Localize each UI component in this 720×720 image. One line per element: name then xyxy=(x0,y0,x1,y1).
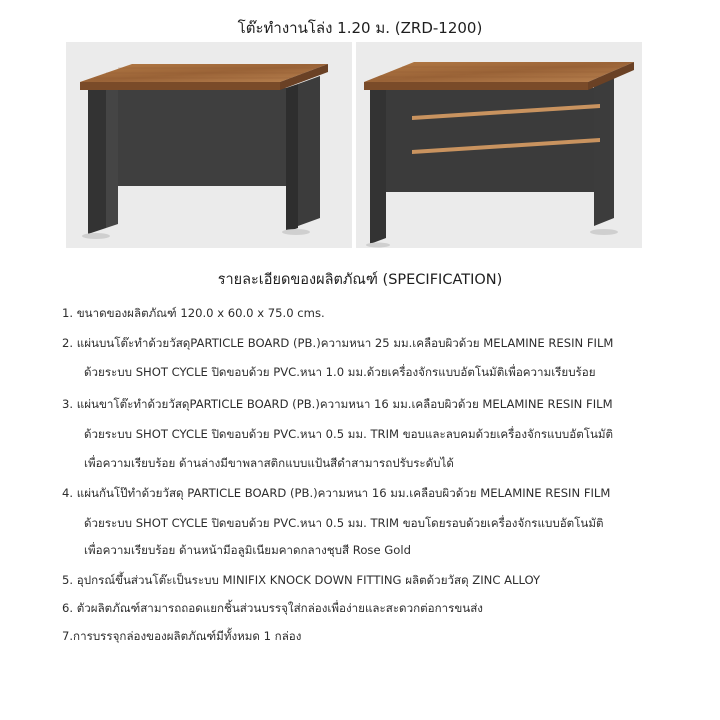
spec-item-1: 1. ขนาดของผลิตภัณฑ์ 120.0 x 60.0 x 75.0 cms. xyxy=(62,306,325,320)
spec-item-2-cont: ด้วยระบบ SHOT CYCLE ปิดขอบด้วย PVC.หนา 1.0 มม.ด้วยเครื่องจักรแบบอัตโนมัติเพื่อความเรียบร้อย xyxy=(84,365,596,379)
spec-item-5: 5. อุปกรณ์ขึ้นส่วนโต๊ะเป็นระบบ MINIFIX KNOCK DOWN FITTING ผลิตด้วยวัสดุ ZINC ALLOY xyxy=(62,573,541,587)
spec-item-3-cont2: เพื่อความเรียบร้อย ด้านล่างมีขาพลาสติกแบบแป้นสีดำสามารถปรับระดับได้ xyxy=(84,456,454,470)
spec-item-2: 2. แผ่นบนโต๊ะทำด้วยวัสดุPARTICLE BOARD (PB.)ความหนา 25 มม.เคลือบผิวด้วย MELAMINE RESIN FILM xyxy=(62,336,614,350)
desk-modesty-panel-image xyxy=(356,42,642,248)
spec-item-6: 6. ตัวผลิตภัณฑ์สามารถถอดแยกชิ้นส่วนบรรจุใส่กล่องเพื่อง่ายและสะดวกต่อการขนส่ง xyxy=(62,601,483,615)
spec-item-4-cont2: เพื่อความเรียบร้อย ด้านหน้ามีอลูมิเนียมคาดกลางชุบสี Rose Gold xyxy=(84,543,411,557)
desk-open-front-image xyxy=(66,42,352,248)
spec-item-3: 3. แผ่นขาโต๊ะทำด้วยวัสดุPARTICLE BOARD (PB.)ความหนา 16 มม.เคลือบผิวด้วย MELAMINE RESIN FILM xyxy=(62,397,613,411)
spec-item-3-cont: ด้วยระบบ SHOT CYCLE ปิดขอบด้วย PVC.หนา 0.5 มม. TRIM ขอบและลบคมด้วยเครื่องจักรแบบอัตโนมัติ xyxy=(84,427,614,441)
spec-item-4: 4. แผ่นกันโป๊ทำด้วยวัสดุ PARTICLE BOARD (PB.)ความหนา 16 มม.เคลือบผิวด้วย MELAMINE RESIN FILM xyxy=(62,486,611,500)
page-title: โต๊ะทำงานโล่ง 1.20 ม. (ZRD-1200) xyxy=(237,19,483,37)
desk-open-front-illustration xyxy=(66,42,352,248)
spec-item-7: 7.การบรรจุกล่องของผลิตภัณฑ์มีทั้งหมด 1 กล่อง xyxy=(62,629,302,643)
spec-heading: รายละเอียดของผลิตภัณฑ์ (SPECIFICATION) xyxy=(217,272,503,288)
desk-modesty-panel-illustration xyxy=(356,42,642,248)
spec-item-4-cont: ด้วยระบบ SHOT CYCLE ปิดขอบด้วย PVC.หนา 0.5 มม. TRIM ขอบโดยรอบด้วยเครื่องจักรแบบอัตโนมัติ xyxy=(84,516,604,530)
